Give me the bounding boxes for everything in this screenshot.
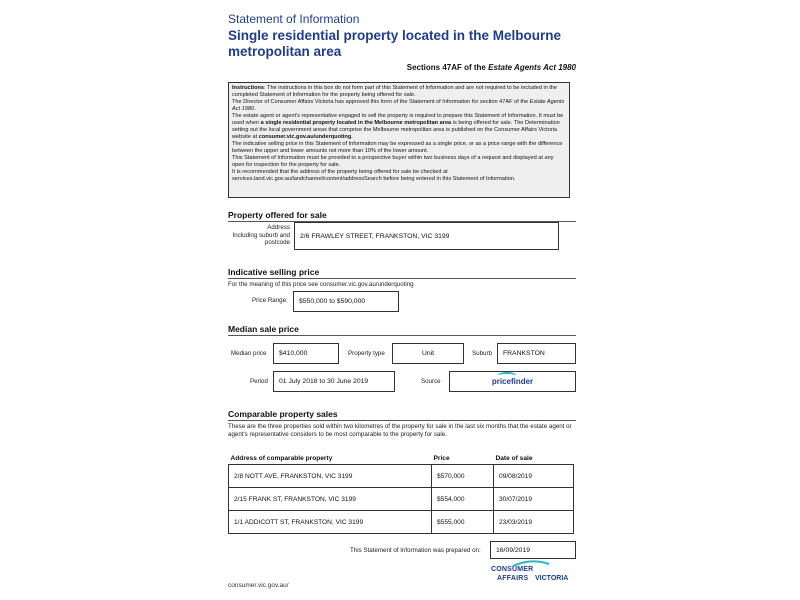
indicative-note: For the meaning of this price see consumer.vic.gov.au/underquoting — [228, 281, 414, 288]
comparable-heading: Comparable property sales — [228, 409, 338, 419]
address-label: Address Including suburb and postcode — [232, 224, 290, 246]
property-type-label: Property type — [348, 350, 385, 357]
indicative-heading: Indicative selling price — [228, 267, 320, 277]
price-range-field: $550,000 to $590,000 — [293, 291, 399, 312]
prepared-label: This Statement of Information was prepared on: — [350, 547, 481, 554]
period-field: 01 July 2018 to 30 June 2019 — [273, 371, 395, 392]
median-price-field: $410,000 — [273, 343, 339, 364]
property-heading: Property offered for sale — [228, 210, 327, 220]
row-price: $554,000 — [432, 488, 494, 511]
table-row — [229, 465, 574, 488]
divider — [228, 335, 576, 336]
sections-reference: Sections 47AF of the Estate Agents Act 1980 — [406, 63, 576, 72]
source-label: Source — [421, 378, 441, 385]
comparable-table — [228, 452, 574, 534]
row-price: $555,000 — [432, 511, 494, 534]
suburb-field: FRANKSTON — [497, 343, 576, 364]
document-subtitle: Statement of Information — [228, 12, 360, 26]
prepared-date-field: 16/09/2019 — [490, 541, 576, 559]
col-date-header: Date of sale — [495, 454, 533, 462]
row-date: 23/03/2019 — [494, 511, 574, 534]
col-address-header: Address of comparable property — [230, 454, 333, 462]
median-price-label: Median price — [231, 350, 267, 357]
period-label: Period — [250, 378, 268, 385]
consumer-affairs-victoria-logo: CONSUMER AFFAIRS VICTORIA — [491, 564, 581, 590]
pricefinder-logo: pricefinder — [492, 377, 533, 386]
divider — [228, 278, 576, 279]
document-title: Single residential property located in the Melbourne metropolitan area — [228, 28, 562, 59]
suburb-label: Suburb — [472, 350, 492, 357]
row-address: 2/15 FRANK ST, FRANKSTON, VIC 3199 — [229, 488, 432, 511]
pricefinder-arc-icon — [498, 372, 516, 379]
address-field: 2/6 FRAWLEY STREET, FRANKSTON, VIC 3199 — [294, 222, 559, 250]
source-field — [449, 371, 576, 392]
median-heading: Median sale price — [228, 324, 299, 334]
row-date: 30/07/2019 — [494, 488, 574, 511]
row-price: $570,000 — [432, 465, 494, 488]
row-address: 1/1 ADDICOTT ST, FRANKSTON, VIC 3199 — [229, 511, 432, 534]
property-type-field: Unit — [392, 343, 464, 364]
table-row — [229, 488, 574, 511]
price-range-label: Price Range: — [252, 297, 288, 304]
col-price-header: Price — [433, 454, 450, 462]
footer-url: consumer.vic.gov.au/ — [228, 582, 289, 589]
row-date: 09/08/2019 — [494, 465, 574, 488]
table-row — [229, 511, 574, 534]
divider — [228, 420, 576, 421]
instructions-box: Instructions: The instructions in this box do not form part of this Statement of Information and are not required to be included in the completed Statement of Information for the property being offered for sale. The Director of Consumer Affairs Victoria has approved this form of the Statement of Information for section 47AF of the Estate Agents Act 1980. The estate agent or agent's representative engaged to sell the property is required to prepare this Statement of Information. It must be used when a single residential property located in the Melbourne metropolitan area is being offered for sale. The Determination setting out the local government areas that comprise the Melbourne metropolitan area is published on the Consumer Affairs Victoria website at consumer.vic.gov.au/underquoting. The indicative selling price in this Statement of Information may be expressed as a single price, or as a price range with the difference between the upper and lower amounts not more than 10% of the lower amount. This Statement of Information must be provided to a prospective buyer within two business days of a request and displayed at any open for inspection for the property for sale. It is recommended that the address of the property being offered for sale be checked at services.land.vic.gov.au/landchannel/content/addressSearch before being entered in this Statement of Information. — [228, 82, 570, 198]
comparable-note: These are the three properties sold within two kilometres of the property for sale in the last six months that the estate agent or agent's representative considers to be most comparable to the property for sale. — [228, 423, 572, 438]
row-address: 2/8 NOTT AVE, FRANKSTON, VIC 3199 — [229, 465, 432, 488]
